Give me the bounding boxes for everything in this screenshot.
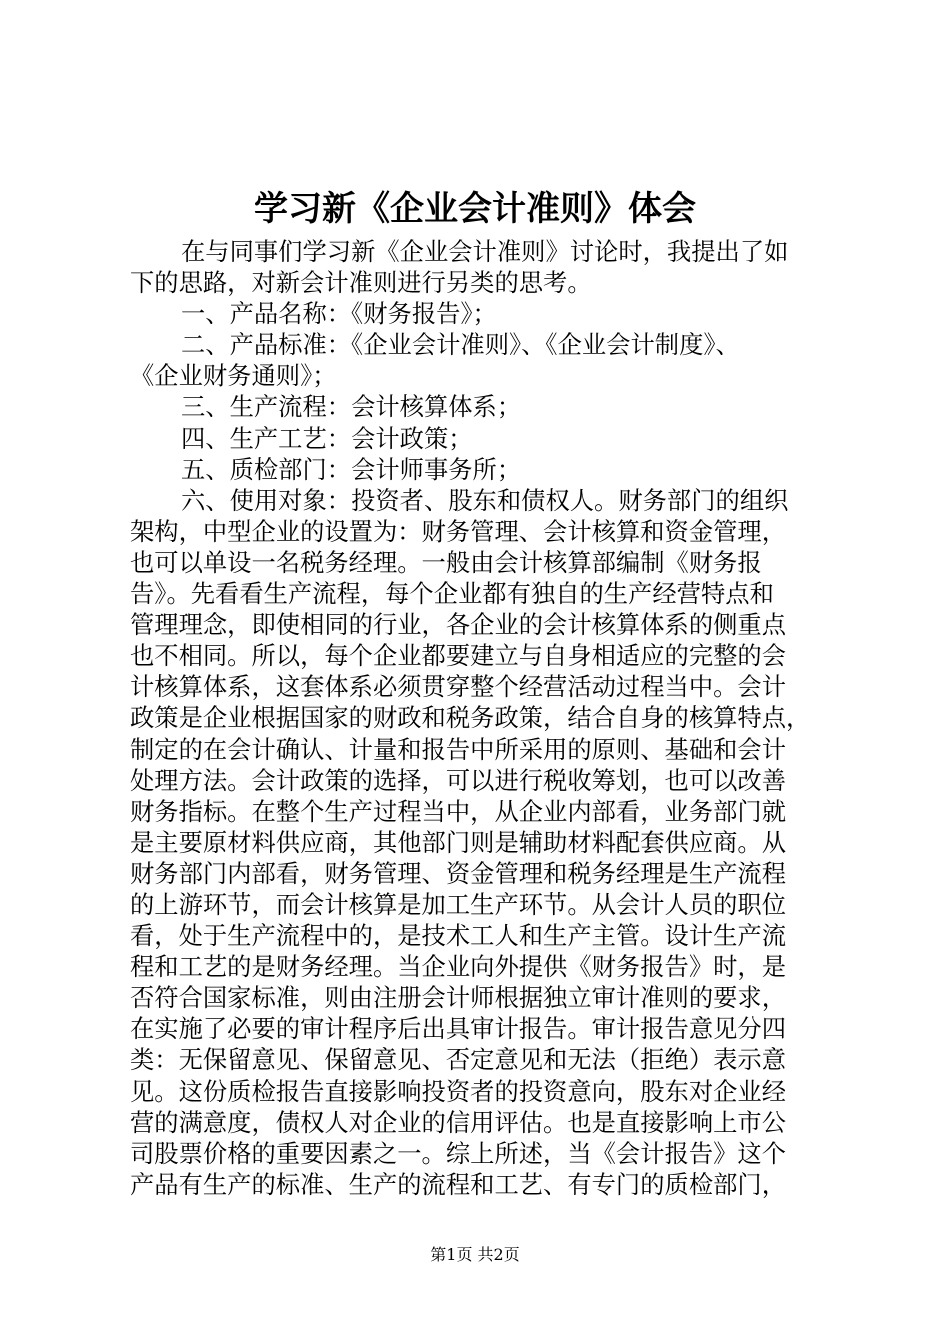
paragraph-line: 制定的在会计确认、计量和报告中所采用的原则、基础和会计: [130, 734, 787, 764]
paragraph-line: 告》。先看看生产流程，每个企业都有独自的生产经营特点和: [130, 579, 774, 609]
paragraph-line: 司股票价格的重要因素之一。综上所述，当《会计报告》这个: [130, 1138, 787, 1168]
paragraph-line: 三、生产流程：会计核算体系；: [181, 392, 522, 422]
paragraph-line: 见。这份质检报告直接影响投资者的投资意向，股东对企业经: [130, 1076, 787, 1106]
paragraph-line: 下的思路，对新会计准则进行另类的思考。: [130, 268, 592, 298]
paragraph-line: 管理理念，即使相同的行业，各企业的会计核算体系的侧重点: [130, 610, 787, 640]
paragraph-line: 也可以单设一名税务经理。一般由会计核算部编制《财务报: [130, 547, 762, 577]
paragraph-line: 《企业财务通则》；: [130, 361, 337, 391]
paragraph-line: 财务部门内部看，财务管理、资金管理和税务经理是生产流程: [130, 858, 787, 888]
paragraph-line: 看，处于生产流程中的，是技术工人和生产主管。设计生产流: [130, 921, 787, 951]
paragraph-line: 架构，中型企业的设置为：财务管理、会计核算和资金管理，: [130, 516, 787, 546]
paragraph-line: 一、产品名称：《财务报告》；: [181, 299, 497, 329]
document-title: 学习新《企业会计准则》体会: [254, 189, 696, 229]
paragraph-line: 营的满意度，债权人对企业的信用评估。也是直接影响上市公: [130, 1107, 787, 1137]
paragraph-line: 计核算体系，这套体系必须贯穿整个经营活动过程当中。会计: [130, 672, 787, 702]
paragraph-line: 五、质检部门：会计师事务所；: [181, 454, 522, 484]
paragraph-line: 在与同事们学习新《企业会计准则》讨论时，我提出了如: [181, 237, 789, 266]
paragraph-line: 的上游环节，而会计核算是加工生产环节。从会计人员的职位: [130, 889, 787, 919]
paragraph-line: 也不相同。所以，每个企业都要建立与自身相适应的完整的会: [130, 641, 787, 671]
paragraph-line: 二、产品标准：《企业会计准则》、《企业会计制度》、: [181, 330, 740, 360]
paragraph-line: 产品有生产的标准、生产的流程和工艺、有专门的质检部门，: [130, 1169, 787, 1199]
paragraph-line: 否符合国家标准，则由注册会计师根据独立审计准则的要求，: [130, 983, 787, 1013]
paragraph-line: 财务指标。在整个生产过程当中，从企业内部看，业务部门就: [130, 796, 787, 826]
paragraph-line: 是主要原材料供应商，其他部门则是辅助材料配套供应商。从: [130, 827, 787, 857]
page-number-footer: 第1页 共2页: [430, 1245, 520, 1264]
document-body: [130, 236, 828, 1200]
paragraph-line: 类：无保留意见、保留意见、否定意见和无法（拒绝）表示意: [130, 1045, 787, 1075]
paragraph-line: 政策是企业根据国家的财政和税务政策，结合自身的核算特点，: [130, 703, 811, 733]
paragraph-line: 在实施了必要的审计程序后出具审计报告。审计报告意见分四: [130, 1014, 787, 1044]
paragraph-line: 处理方法。会计政策的选择，可以进行税收筹划，也可以改善: [130, 765, 787, 795]
paragraph-line: 程和工艺的是财务经理。当企业向外提供《财务报告》时，是: [130, 952, 787, 982]
paragraph-line: 六、使用对象：投资者、股东和债权人。财务部门的组织: [181, 485, 789, 515]
paragraph-line: 四、生产工艺：会计政策；: [181, 423, 473, 453]
